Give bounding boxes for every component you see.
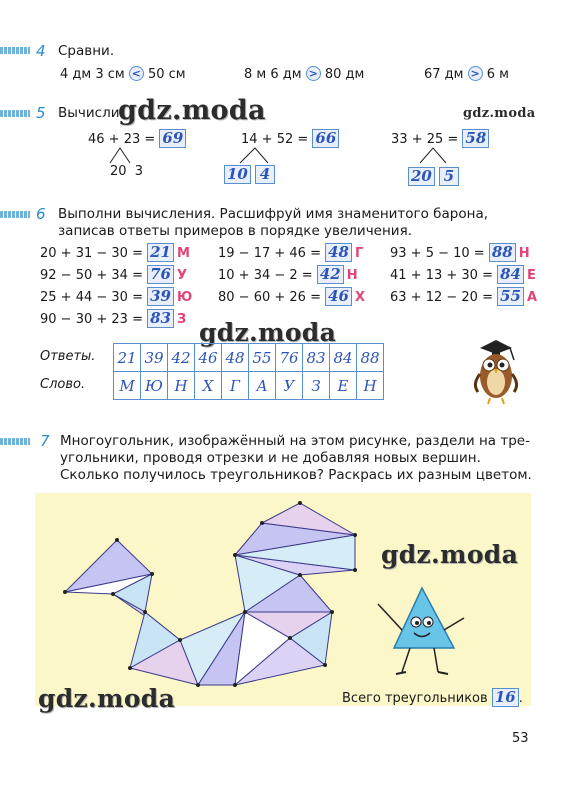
split-1-a: 20 (110, 164, 127, 179)
word-cell: З (303, 372, 330, 400)
example-letter: А (526, 290, 538, 305)
word-cell: У (276, 372, 303, 400)
task-7-line-1: Многоугольник, изображённый на этом рисунке, раздели на тре- (60, 433, 530, 449)
example-letter: Х (354, 290, 366, 305)
compare-3-right: 6 м (486, 67, 509, 82)
task-4-number: 4 (36, 42, 46, 60)
answer-cell: 21 (114, 344, 141, 372)
answer-cell: 88 (357, 344, 384, 372)
example-answer: 55 (497, 287, 524, 306)
compare-1-left: 4 дм 3 см (60, 67, 125, 82)
word-cell: Х (195, 372, 222, 400)
watermark-4: gdz.moda (381, 540, 519, 569)
total-answer: 16 (492, 688, 519, 707)
compare-2-sign: > (306, 66, 321, 81)
calc-2-answer: 66 (312, 129, 339, 148)
word-cell: Н (168, 372, 195, 400)
compare-3-sign: > (468, 66, 483, 81)
example-expr: 10 + 34 − 2 = (218, 268, 313, 283)
example-letter: М (176, 246, 190, 261)
example-expr: 41 + 13 + 30 = (390, 268, 493, 283)
answer-cell: 55 (249, 344, 276, 372)
answer-cell: 76 (276, 344, 303, 372)
example-letter: З (176, 312, 187, 327)
answer-cell: 46 (195, 344, 222, 372)
example-letter: Н (346, 268, 358, 283)
example-answer: 83 (147, 309, 174, 328)
task-7-line-2: угольники, проводя отрезки и не добавляя новых вершин. (60, 450, 481, 466)
watermark-3: gdz.moda (199, 318, 337, 347)
task-5-number: 5 (36, 104, 46, 122)
word-label: Слово. (40, 377, 86, 392)
task-5-title: Вычисли. (58, 105, 124, 121)
task-6-title-1: Выполни вычисления. Расшифруй имя знаменитого барона, (58, 206, 489, 222)
example-expr: 90 − 30 + 23 = (40, 312, 143, 327)
example-letter: Г (354, 246, 364, 261)
example-expr: 25 + 44 − 30 = (40, 290, 143, 305)
answer-cell: 39 (141, 344, 168, 372)
watermark-5: gdz.moda (38, 684, 176, 713)
word-cell: М (114, 372, 141, 400)
example-expr: 93 + 5 − 10 = (390, 246, 485, 261)
example-letter: Е (526, 268, 536, 283)
compare-1-right: 50 см (147, 67, 186, 82)
split-3-b: 5 (439, 167, 459, 186)
example-answer: 84 (497, 265, 524, 284)
example-expr: 20 + 31 − 30 = (40, 246, 143, 261)
total-suffix: . (518, 691, 523, 706)
compare-2-left: 8 м 6 дм (244, 67, 302, 82)
watermark-1: gdz.moda (118, 95, 266, 126)
total-triangles (342, 688, 523, 707)
answer-cell: 48 (222, 344, 249, 372)
example-expr: 19 − 17 + 46 = (218, 246, 321, 261)
answers-label: Ответы. (40, 349, 96, 364)
calc-1-expr: 46 + 23 = (88, 132, 156, 147)
example-letter: У (176, 268, 188, 283)
total-label: Всего треугольников (342, 691, 488, 706)
triangle-character-icon (372, 580, 472, 680)
word-cell: Г (222, 372, 249, 400)
example-letter: Н (518, 246, 530, 261)
compare-2-right: 80 дм (324, 67, 365, 82)
example-answer: 76 (147, 265, 174, 284)
example-answer: 48 (325, 243, 352, 262)
task-4-title: Сравни. (58, 43, 115, 59)
calc-2-expr: 14 + 52 = (241, 132, 309, 147)
word-cell: Е (330, 372, 357, 400)
example-answer: 39 (147, 287, 174, 306)
task-6-number: 6 (36, 205, 46, 223)
word-cell: Н (357, 372, 384, 400)
example-answer: 42 (317, 265, 344, 284)
split-2-a: 10 (224, 165, 251, 184)
task-7-line-3: Сколько получилось треугольников? Раскрась их разным цветом. (60, 467, 532, 483)
answer-cell: 84 (330, 344, 357, 372)
split-3-a: 20 (408, 167, 435, 186)
split-1-b: 3 (134, 164, 143, 179)
word-cell: А (249, 372, 276, 400)
example-answer: 21 (147, 243, 174, 262)
calc-1-answer: 69 (159, 129, 186, 148)
compare-3-left: 67 дм (424, 67, 464, 82)
answer-cell: 42 (168, 344, 195, 372)
watermark-2: gdz.moda (463, 106, 536, 121)
split-2-b: 4 (255, 165, 275, 184)
example-answer: 46 (325, 287, 352, 306)
example-expr: 63 + 12 − 20 = (390, 290, 493, 305)
word-cell: Ю (141, 372, 168, 400)
example-answer: 88 (489, 243, 516, 262)
compare-1-sign: < (129, 66, 144, 81)
page-number: 53 (512, 731, 529, 746)
example-expr: 80 − 60 + 26 = (218, 290, 321, 305)
task-6-title-2: записав ответы примеров в порядке увеличения. (58, 223, 412, 239)
calc-3-expr: 33 + 25 = (391, 132, 459, 147)
example-letter: Ю (176, 290, 193, 305)
task-7-number: 7 (40, 432, 50, 450)
answer-cell: 83 (303, 344, 330, 372)
example-expr: 92 − 50 + 34 = (40, 268, 143, 283)
calc-3-answer: 58 (462, 129, 489, 148)
